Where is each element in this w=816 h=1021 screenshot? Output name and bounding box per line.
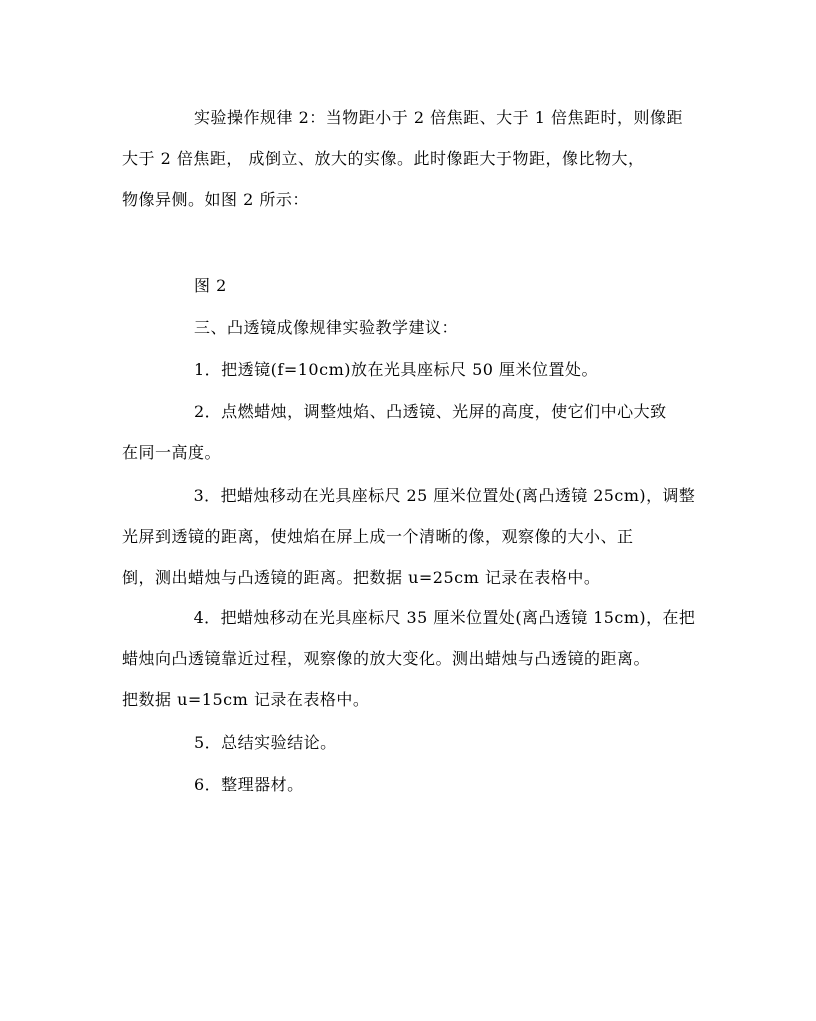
text-line: 4．把蜡烛移动在光具座标尺 35 厘米位置处(离凸透镜 15cm)，在把 bbox=[193, 608, 696, 627]
step-3 bbox=[122, 475, 696, 598]
text-line: 在同一高度。 bbox=[122, 443, 222, 462]
text-line: 物像异侧。如图 2 所示： bbox=[122, 190, 309, 209]
text-line: 把数据 u=15cm 记录在表格中。 bbox=[122, 690, 370, 709]
text-line: 倒，测出蜡烛与凸透镜的距离。把数据 u=25cm 记录在表格中。 bbox=[122, 568, 601, 587]
step-4 bbox=[122, 597, 696, 720]
step-1 bbox=[122, 349, 696, 390]
text-line: 3．把蜡烛移动在光具座标尺 25 厘米位置处(离凸透镜 25cm)，调整 bbox=[193, 486, 696, 505]
step-6 bbox=[122, 764, 696, 805]
text-line: 6．整理器材。 bbox=[194, 775, 304, 794]
text-line: 大于 2 倍焦距， 成倒立、放大的实像。此时像距大于物距，像比物大， bbox=[122, 149, 645, 168]
text-line: 1．把透镜(f=10cm)放在光具座标尺 50 厘米位置处。 bbox=[194, 360, 599, 379]
paragraph-rule-2 bbox=[122, 97, 696, 220]
text-line: 蜡烛向凸透镜靠近过程，观察像的放大变化。测出蜡烛与凸透镜的距离。 bbox=[122, 649, 651, 668]
step-5 bbox=[122, 722, 696, 763]
step-2 bbox=[122, 391, 696, 473]
text-line: 光屏到透镜的距离，使烛焰在屏上成一个清晰的像，观察像的大小、正 bbox=[122, 527, 634, 546]
text-line: 三、凸透镜成像规律实验教学建议： bbox=[194, 318, 459, 337]
text-line: 实验操作规律 2：当物距小于 2 倍焦距、大于 1 倍焦距时，则像距 bbox=[194, 108, 683, 127]
text-line: 5．总结实验结论。 bbox=[194, 733, 337, 752]
text-line: 2．点燃蜡烛，调整烛焰、凸透镜、光屏的高度，使它们中心大致 bbox=[194, 402, 667, 421]
figure-caption bbox=[122, 265, 696, 306]
text-line: 图 2 bbox=[194, 276, 227, 295]
section-heading bbox=[122, 307, 696, 348]
